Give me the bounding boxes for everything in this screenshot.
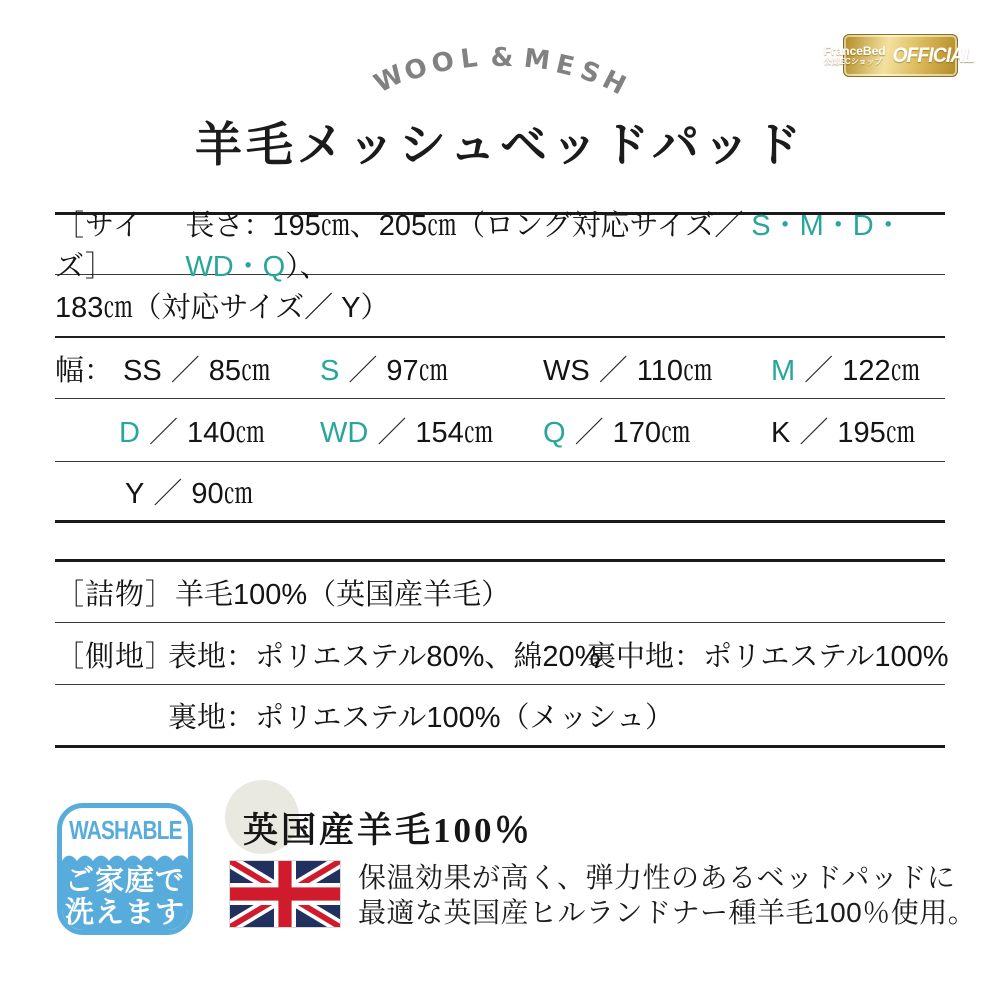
filling-value: 羊毛100%（英国産羊毛） [175, 578, 511, 611]
width-cell: WS ／ 110㎝ [543, 354, 712, 387]
size-length-value-2: 183㎝（対応サイズ／ Y） [55, 291, 390, 324]
fabric-back-value: 裏地：ポリエステル100%（メッシュ） [168, 702, 674, 734]
filling-label: ［詰物］ [55, 578, 176, 611]
divider-line [55, 684, 945, 685]
width-row-2 [55, 401, 945, 459]
arc-letter: E [552, 49, 578, 83]
divider-line [55, 520, 945, 523]
size-length-value: 長さ：195㎝、205㎝（ロング対応サイズ／ S・M・D・WD・Q）、 [185, 210, 903, 283]
feature-description-line1: 保温効果が高く、弾力性のあるベッドパッドに [358, 862, 956, 893]
divider-line [55, 622, 945, 623]
filling-row [55, 562, 945, 622]
width-cell: 幅： SS ／ 85㎝ [55, 354, 270, 387]
width-cell: WD ／ 154㎝ [320, 416, 493, 449]
fabric-row-1 [55, 624, 949, 684]
arc-letter: W [369, 59, 409, 100]
arc-letter: S [576, 55, 604, 91]
uk-flag-icon [230, 861, 340, 927]
fabric-middle-value: 裏中地：ポリエステル100% [587, 640, 949, 673]
arc-letter: M [522, 43, 552, 77]
badge-brand: FranceBed [823, 44, 886, 58]
size-length-row [55, 210, 945, 283]
divider-line [55, 398, 945, 399]
washable-badge [57, 803, 193, 935]
width-cell: Q ／ 170㎝ [543, 416, 690, 449]
product-title: 羊毛メッシュベッドパッド [194, 120, 806, 172]
badge-sub: 公認ECショップ [823, 56, 883, 66]
washable-jp-line2: 洗えます [64, 897, 185, 930]
arc-letter: L [458, 43, 480, 75]
long-compatible-sizes: S・M・D・WD・Q [185, 210, 903, 283]
francebed-official-badge [823, 34, 974, 77]
washable-word-area [62, 808, 188, 853]
width-cell: S ／ 97㎝ [320, 354, 448, 387]
fabric-row-2 [55, 686, 945, 745]
washable-jp-line1: ご家庭で [64, 865, 185, 898]
divider-line [55, 461, 945, 462]
width-row-1 [55, 339, 945, 397]
fabric-label: ［側地］ [55, 640, 176, 673]
size-length-row-2 [55, 276, 945, 334]
arc-letter: O [428, 45, 458, 81]
width-cell: Y ／ 90㎝ [125, 477, 253, 510]
width-cell: K ／ 195㎝ [771, 416, 915, 449]
badge-brand-block [824, 45, 886, 66]
wave-edge-icon [62, 853, 188, 865]
width-row-3 [55, 463, 945, 519]
width-cell: D ／ 140㎝ [119, 416, 265, 449]
arc-letter: & [490, 43, 514, 73]
width-cell: M ／ 122㎝ [771, 354, 920, 387]
arc-letter: H [597, 64, 631, 102]
divider-line [55, 745, 945, 748]
divider-line [55, 336, 945, 338]
washable-label: WASHABLE [68, 814, 182, 845]
width-prefix: 幅： [55, 354, 114, 387]
badge-official-label: OFFICIAL [892, 43, 974, 67]
arc-letter: O [400, 52, 432, 88]
feature-heading: 英国産羊毛100％ [243, 811, 533, 850]
washable-jp-text [62, 865, 188, 930]
size-label: ［サイズ］ [55, 210, 143, 283]
fabric-front-value: 表地：ポリエステル80%、綿20% [168, 640, 601, 673]
feature-description-line2: 最適な英国産ヒルランドナー種羊毛100％使用。 [358, 897, 977, 928]
